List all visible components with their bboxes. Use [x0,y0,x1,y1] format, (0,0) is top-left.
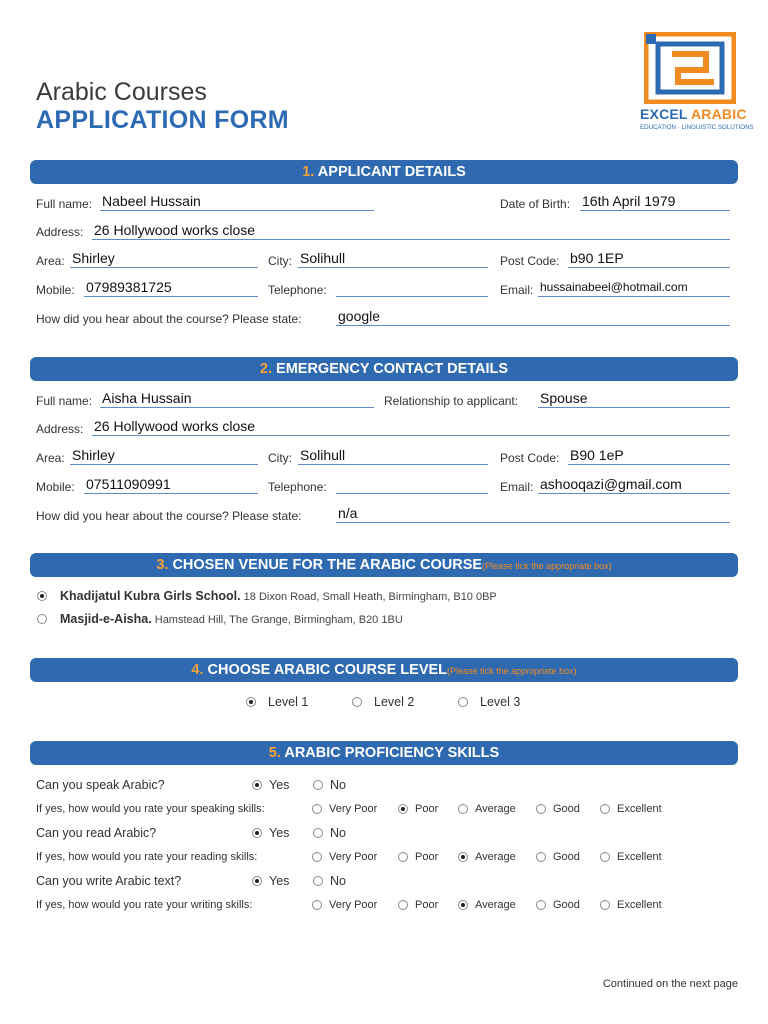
emergency-area-field[interactable]: Shirley [70,446,258,465]
label-hear: How did you hear about the course? Please state: [36,312,302,326]
rating-question: If yes, how would you rate your speaking skills: [36,803,265,815]
label-mobile: Mobile: [36,480,75,494]
emergency-telephone-field[interactable] [336,475,488,494]
rating-label: Very Poor [329,899,378,911]
rating-radio-poor[interactable] [398,804,408,814]
logo-mark-icon [644,32,736,104]
emergency-city-field[interactable]: Solihull [298,446,488,465]
logo-brand: EXCEL ARABIC [640,106,747,122]
rating-label: Excellent [617,851,662,863]
label-telephone: Telephone: [268,283,327,297]
level-1-label: Level 1 [268,695,309,709]
venue-option-2: Masjid-e-Aisha. Hamstead Hill, The Grange, Birmingham, B20 1BU [60,612,403,626]
level-2-radio[interactable] [352,697,362,707]
no-label: No [330,778,346,792]
rating-label: Very Poor [329,851,378,863]
rating-label: Good [553,899,580,911]
rating-radio-good[interactable] [536,804,546,814]
skill-question: Can you read Arabic? [36,826,157,840]
label-city: City: [268,254,292,268]
no-radio[interactable] [313,828,323,838]
emergency-relationship-field[interactable]: Spouse [538,389,730,408]
venue-radio-1[interactable] [37,591,47,601]
logo-tagline: EDUCATION · LINGUISTIC SOLUTIONS [640,124,754,131]
excel-arabic-logo [640,32,754,132]
label-city: City: [268,451,292,465]
label-post-code: Post Code: [500,451,560,465]
skill-question: Can you speak Arabic? [36,778,165,792]
label-email: Email: [500,283,534,297]
applicant-telephone-field[interactable] [336,278,488,297]
section-bar-applicant: 1. APPLICANT DETAILS [30,160,738,184]
no-radio[interactable] [313,876,323,886]
applicant-full-name-field[interactable]: Nabeel Hussain [100,192,374,211]
rating-label: Poor [415,851,439,863]
yes-label: Yes [269,778,290,792]
applicant-hear-field[interactable]: google [336,307,730,326]
label-relationship: Relationship to applicant: [384,394,519,408]
rating-label: Poor [415,899,439,911]
level-2-label: Level 2 [374,695,415,709]
venue-option-1: Khadijatul Kubra Girls School. 18 Dixon Road, Small Heath, Birmingham, B10 0BP [60,589,497,603]
no-radio[interactable] [313,780,323,790]
rating-label: Poor [415,803,439,815]
label-email: Email: [500,480,534,494]
applicant-area-field[interactable]: Shirley [70,249,258,268]
section-bar-venue: 3. CHOSEN VENUE FOR THE ARABIC COURSE(Please tick the appropriate box) [30,553,738,577]
label-telephone: Telephone: [268,480,327,494]
no-label: No [330,826,346,840]
rating-radio-excellent[interactable] [600,852,610,862]
emergency-email-field[interactable]: ashooqazi@gmail.com [538,475,730,494]
yes-label: Yes [269,874,290,888]
level-1-radio[interactable] [246,697,256,707]
applicant-email-field[interactable]: hussainabeel@hotmail.com [538,278,730,297]
rating-label: Average [475,899,516,911]
label-mobile: Mobile: [36,283,75,297]
level-3-radio[interactable] [458,697,468,707]
rating-label: Average [475,851,516,863]
rating-question: If yes, how would you rate your writing skills: [36,899,253,911]
skill-question: Can you write Arabic text? [36,874,182,888]
rating-radio-poor[interactable] [398,852,408,862]
label-hear: How did you hear about the course? Please state: [36,509,302,523]
rating-radio-poor[interactable] [398,900,408,910]
label-post-code: Post Code: [500,254,560,268]
section-bar-proficiency: 5. ARABIC PROFICIENCY SKILLS [30,741,738,765]
rating-radio-average[interactable] [458,804,468,814]
label-area: Area: [36,254,65,268]
rating-radio-average[interactable] [458,900,468,910]
rating-radio-excellent[interactable] [600,900,610,910]
section-bar-level: 4. CHOOSE ARABIC COURSE LEVEL(Please tick the appropriate box) [30,658,738,682]
rating-radio-excellent[interactable] [600,804,610,814]
rating-label: Very Poor [329,803,378,815]
label-address: Address: [36,225,84,239]
level-3-label: Level 3 [480,695,521,709]
emergency-address-field[interactable]: 26 Hollywood works close [92,417,730,436]
emergency-hear-field[interactable]: n/a [336,504,730,523]
emergency-full-name-field[interactable]: Aisha Hussain [100,389,374,408]
form-subtitle: Arabic Courses [36,78,207,106]
rating-radio-good[interactable] [536,852,546,862]
applicant-dob-field[interactable]: 16th April 1979 [580,192,730,211]
rating-label: Excellent [617,803,662,815]
rating-question: If yes, how would you rate your reading skills: [36,851,258,863]
applicant-post-code-field[interactable]: b90 1EP [568,249,730,268]
venue-radio-2[interactable] [37,614,47,624]
label-address: Address: [36,422,84,436]
rating-radio-very-poor[interactable] [312,852,322,862]
emergency-post-code-field[interactable]: B90 1eP [568,446,730,465]
emergency-mobile-field[interactable]: 07511090991 [84,475,258,494]
continued-note: Continued on the next page [602,978,738,990]
applicant-mobile-field[interactable]: 07989381725 [84,278,258,297]
rating-radio-very-poor[interactable] [312,804,322,814]
rating-label: Good [553,803,580,815]
applicant-city-field[interactable]: Solihull [298,249,488,268]
label-full-name: Full name: [36,197,93,211]
yes-label: Yes [269,826,290,840]
form-title: APPLICATION FORM [36,106,289,134]
rating-radio-average[interactable] [458,852,468,862]
yes-radio[interactable] [252,780,262,790]
label-full-name: Full name: [36,394,93,408]
label-dob: Date of Birth: [500,197,571,211]
yes-radio[interactable] [252,876,262,886]
applicant-address-field[interactable]: 26 Hollywood works close [92,221,730,240]
no-label: No [330,874,346,888]
rating-label: Excellent [617,899,662,911]
rating-label: Good [553,851,580,863]
rating-radio-good[interactable] [536,900,546,910]
yes-radio[interactable] [252,828,262,838]
rating-label: Average [475,803,516,815]
label-area: Area: [36,451,65,465]
section-bar-emergency: 2. EMERGENCY CONTACT DETAILS [30,357,738,381]
rating-radio-very-poor[interactable] [312,900,322,910]
